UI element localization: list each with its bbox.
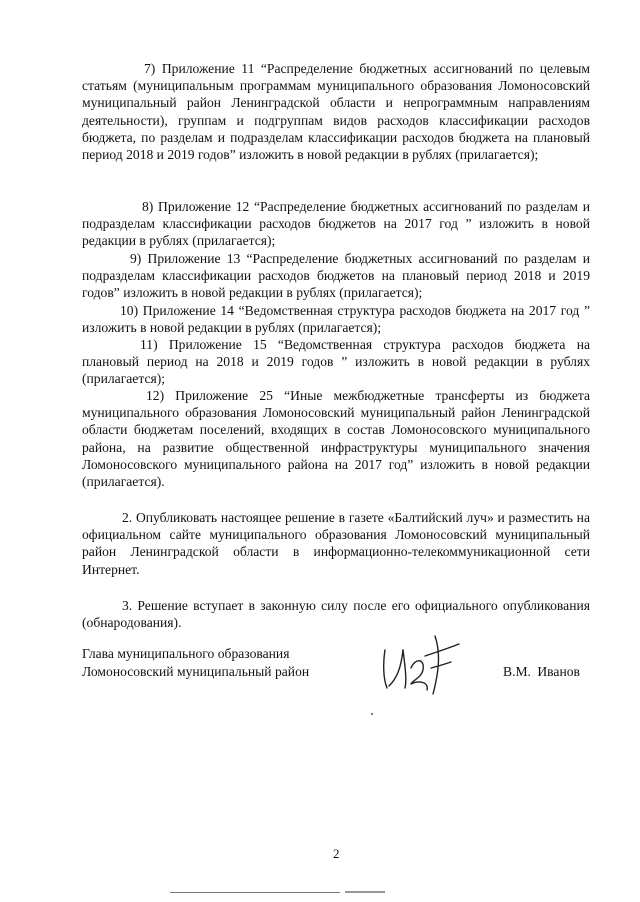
section-2-publish: 2. Опубликовать настоящее решение в газете «Балтийский луч» и разместить на официальном сайте муниципального образования Ломоносовский муниципальный район Ленинградской области в информационно-телекоммуникационной сети Интернет.: [82, 510, 590, 577]
item-12: 12) Приложение 25 “Иные межбюджетные трансферты из бюджета муниципального образования Ломоносовский муниципальный район Ленинградской области бюджетам поселений, входящих в состав Ломоносовского муниципального района, на развитие общественной инфраструктуры муниципального значения Ломоносовского муниципального района на 2017 год” изложить в новой редакции (прилагается).: [82, 388, 590, 490]
signatory-title-line2: Ломоносовский муниципальный район: [82, 663, 310, 679]
bottom-edge-line: [170, 892, 340, 893]
item-9: 9) Приложение 13 “Распределение бюджетных ассигнований по разделам и подразделам классификации расходов бюджетов на плановый период 2018 и 2019 годов” изложить в новой редакции в рублях (прилагается);: [82, 251, 590, 301]
section-3-effective: 3. Решение вступает в законную силу после его официального опубликования (обнародования).: [82, 598, 590, 631]
item-7: 7) Приложение 11 “Распределение бюджетных ассигнований по целевым статьям (муниципальным программам муниципального образования Ломоносовский муниципальный район Ленинградской области и непрограммным направлениям деятельности), группам и подгруппам видов расходов классификации расходов бюджета, по разделам и подразделам классификации расходов бюджета на плановый период 2018 и 2019 годов” изложить в новой редакции в рублях (прилагается);: [82, 61, 590, 163]
item-11: 11) Приложение 15 “Ведомственная структура расходов бюджета на плановый период на 2018 и 2019 годов ” изложить в новой редакции в рублях (прилагается);: [82, 337, 590, 387]
item-8: 8) Приложение 12 “Распределение бюджетных ассигнований по разделам и подразделам классификации расходов бюджетов на 2017 год ” изложить в новой редакции в рублях (прилагается);: [82, 199, 590, 249]
page-number: 2: [333, 846, 340, 861]
item-10: 10) Приложение 14 “Ведомственная структура расходов бюджета на 2017 год ” изложить в новой редакции в рублях (прилагается);: [82, 303, 590, 336]
signatory-name: В.М. Иванов: [503, 664, 580, 679]
bottom-edge-marks: [345, 891, 385, 893]
signatory-title: [82, 645, 309, 680]
handwritten-signature: [375, 628, 465, 698]
scan-speck: [371, 713, 373, 715]
signatory-title-line1: Глава муниципального образования: [82, 646, 290, 661]
